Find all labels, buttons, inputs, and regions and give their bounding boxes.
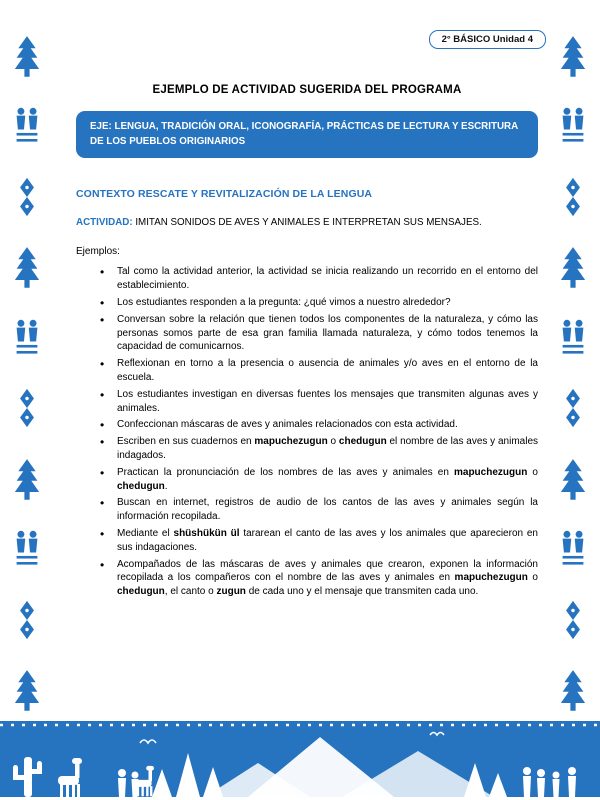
bullet-term-bold: mapuchezugun — [454, 572, 528, 584]
diamonds-ornament-icon — [560, 598, 586, 642]
bullet-term-bold: zugun — [216, 586, 246, 598]
bullet-text: Practican la pronunciación de los nombres de las aves y animales en — [117, 466, 454, 478]
bullet-text: Mediante el — [117, 527, 174, 539]
bullet-term-bold: chedugun — [338, 436, 387, 448]
bullet-text: Los estudiantes responden a la pregunta: ¿qué vimos a nuestro alrededor? — [117, 296, 451, 308]
actividad-line — [76, 217, 538, 228]
bullet-item — [100, 527, 538, 555]
footer-landscape-illustration — [0, 721, 600, 797]
bullet-item — [100, 466, 538, 494]
eje-banner: EJE: LENGUA, TRADICIÓN ORAL, ICONOGRAFÍA, PRÁCTICAS DE LECTURA Y ESCRITURA DE LOS PUEBLOS ORIGINARIOS — [76, 111, 538, 158]
bullet-item — [100, 418, 538, 432]
bullet-text: Tal como la actividad anterior, la actividad se inicia realizando un recorrido en el entorno del establecimiento. — [117, 266, 538, 292]
bullet-text: Los estudiantes investigan en diversas fuentes los mensajes que transmiten algunas aves y animales. — [117, 388, 538, 414]
tree-ornament-icon — [560, 245, 586, 289]
bullet-item — [100, 357, 538, 385]
bullet-text: Reflexionan en torno a la presencia o ausencia de animales y/o aves en el entorno de la escuela. — [117, 358, 538, 383]
bullet-text: o — [527, 572, 538, 584]
diamonds-ornament-icon — [14, 386, 40, 430]
bullet-term-bold: chedugun — [117, 586, 165, 598]
unit-badge-label: 2° BÁSICO Unidad 4 — [441, 34, 533, 45]
birds-icon — [140, 733, 444, 744]
bullet-text: . — [164, 480, 168, 492]
bullet-text: , el canto o — [164, 586, 217, 598]
bullet-text: Conversan sobre la relación que tienen todos los componentes de la naturaleza, y cómo las personas somos parte de esa gran familia llamada naturaleza, y cómo todos tenemos la capacidad de comunicarnos. — [117, 313, 538, 353]
bullet-text: o — [527, 466, 538, 478]
bullet-text: Escriben en sus cuadernos en — [117, 436, 255, 448]
llama-icon — [58, 758, 82, 797]
bullet-item — [100, 296, 538, 310]
tree-ornament-icon — [14, 245, 40, 289]
tree-ornament-icon — [560, 457, 586, 501]
diamonds-ornament-icon — [560, 175, 586, 219]
document-content — [76, 84, 538, 602]
bullet-term-bold: mapuchezugun — [254, 436, 328, 448]
bullet-item — [100, 265, 538, 293]
tree-ornament-icon — [560, 668, 586, 712]
bullet-text: Acompañados de las máscaras de aves y animales que crearon, exponen la información recopilada a los compañeros con el nombre de las aves y animales en — [117, 558, 538, 584]
diamonds-ornament-icon — [14, 598, 40, 642]
diamonds-ornament-icon — [14, 175, 40, 219]
tree-ornament-icon — [14, 34, 40, 78]
unit-badge — [429, 30, 546, 49]
page-title: EJEMPLO DE ACTIVIDAD SUGERIDA DEL PROGRAMA — [152, 84, 462, 96]
diamonds-ornament-icon — [560, 386, 586, 430]
bullet-term-bold: shüshükün ül — [173, 527, 240, 539]
contexto-heading: CONTEXTO RESCATE Y REVITALIZACIÓN DE LA LENGUA — [76, 188, 373, 201]
bullet-text: el nombre de las aves y animales indagados. — [117, 436, 538, 461]
actividad-label: ACTIVIDAD: — [76, 217, 133, 229]
tree-ornament-icon — [560, 34, 586, 78]
people-ornament-icon — [560, 527, 586, 571]
ejemplos-label: Ejemplos: — [76, 246, 120, 258]
bullet-text: Confeccionan máscaras de aves y animales relacionados con esta actividad. — [117, 419, 458, 431]
footer-landscape-band — [0, 721, 600, 797]
bullet-text: de cada uno y el mensaje que transmiten cada uno. — [245, 586, 479, 598]
bullet-term-bold: mapuchezugun — [453, 466, 528, 478]
actividad-text: IMITAN SONIDOS DE AVES Y ANIMALES E INTERPRETAN SUS MENSAJES. — [132, 217, 482, 229]
people-ornament-icon — [14, 527, 40, 571]
bullet-term-bold: chedugun — [117, 480, 165, 492]
bullet-item — [100, 496, 538, 524]
people-ornament-icon — [14, 316, 40, 360]
bullet-item — [100, 435, 538, 463]
bullet-item — [100, 558, 538, 599]
bullet-text: o — [327, 436, 339, 448]
cactus-icon — [13, 757, 42, 797]
people-ornament-icon — [14, 104, 40, 148]
right-ornament-border — [556, 34, 590, 712]
mountains-icon — [205, 737, 494, 797]
bullet-text: tararean el canto de las aves y los animales que aparecieron en sus indagaciones. — [117, 527, 538, 553]
tree-ornament-icon — [14, 668, 40, 712]
bullet-item — [100, 313, 538, 354]
bullet-list — [76, 265, 538, 599]
bullet-item — [100, 388, 538, 416]
left-ornament-border — [10, 34, 44, 712]
tree-ornament-icon — [14, 457, 40, 501]
bullet-text: Buscan en internet, registros de audio de los cantos de las aves y animales según la información recopilada. — [117, 497, 538, 523]
people-ornament-icon — [560, 104, 586, 148]
people-ornament-icon — [560, 316, 586, 360]
